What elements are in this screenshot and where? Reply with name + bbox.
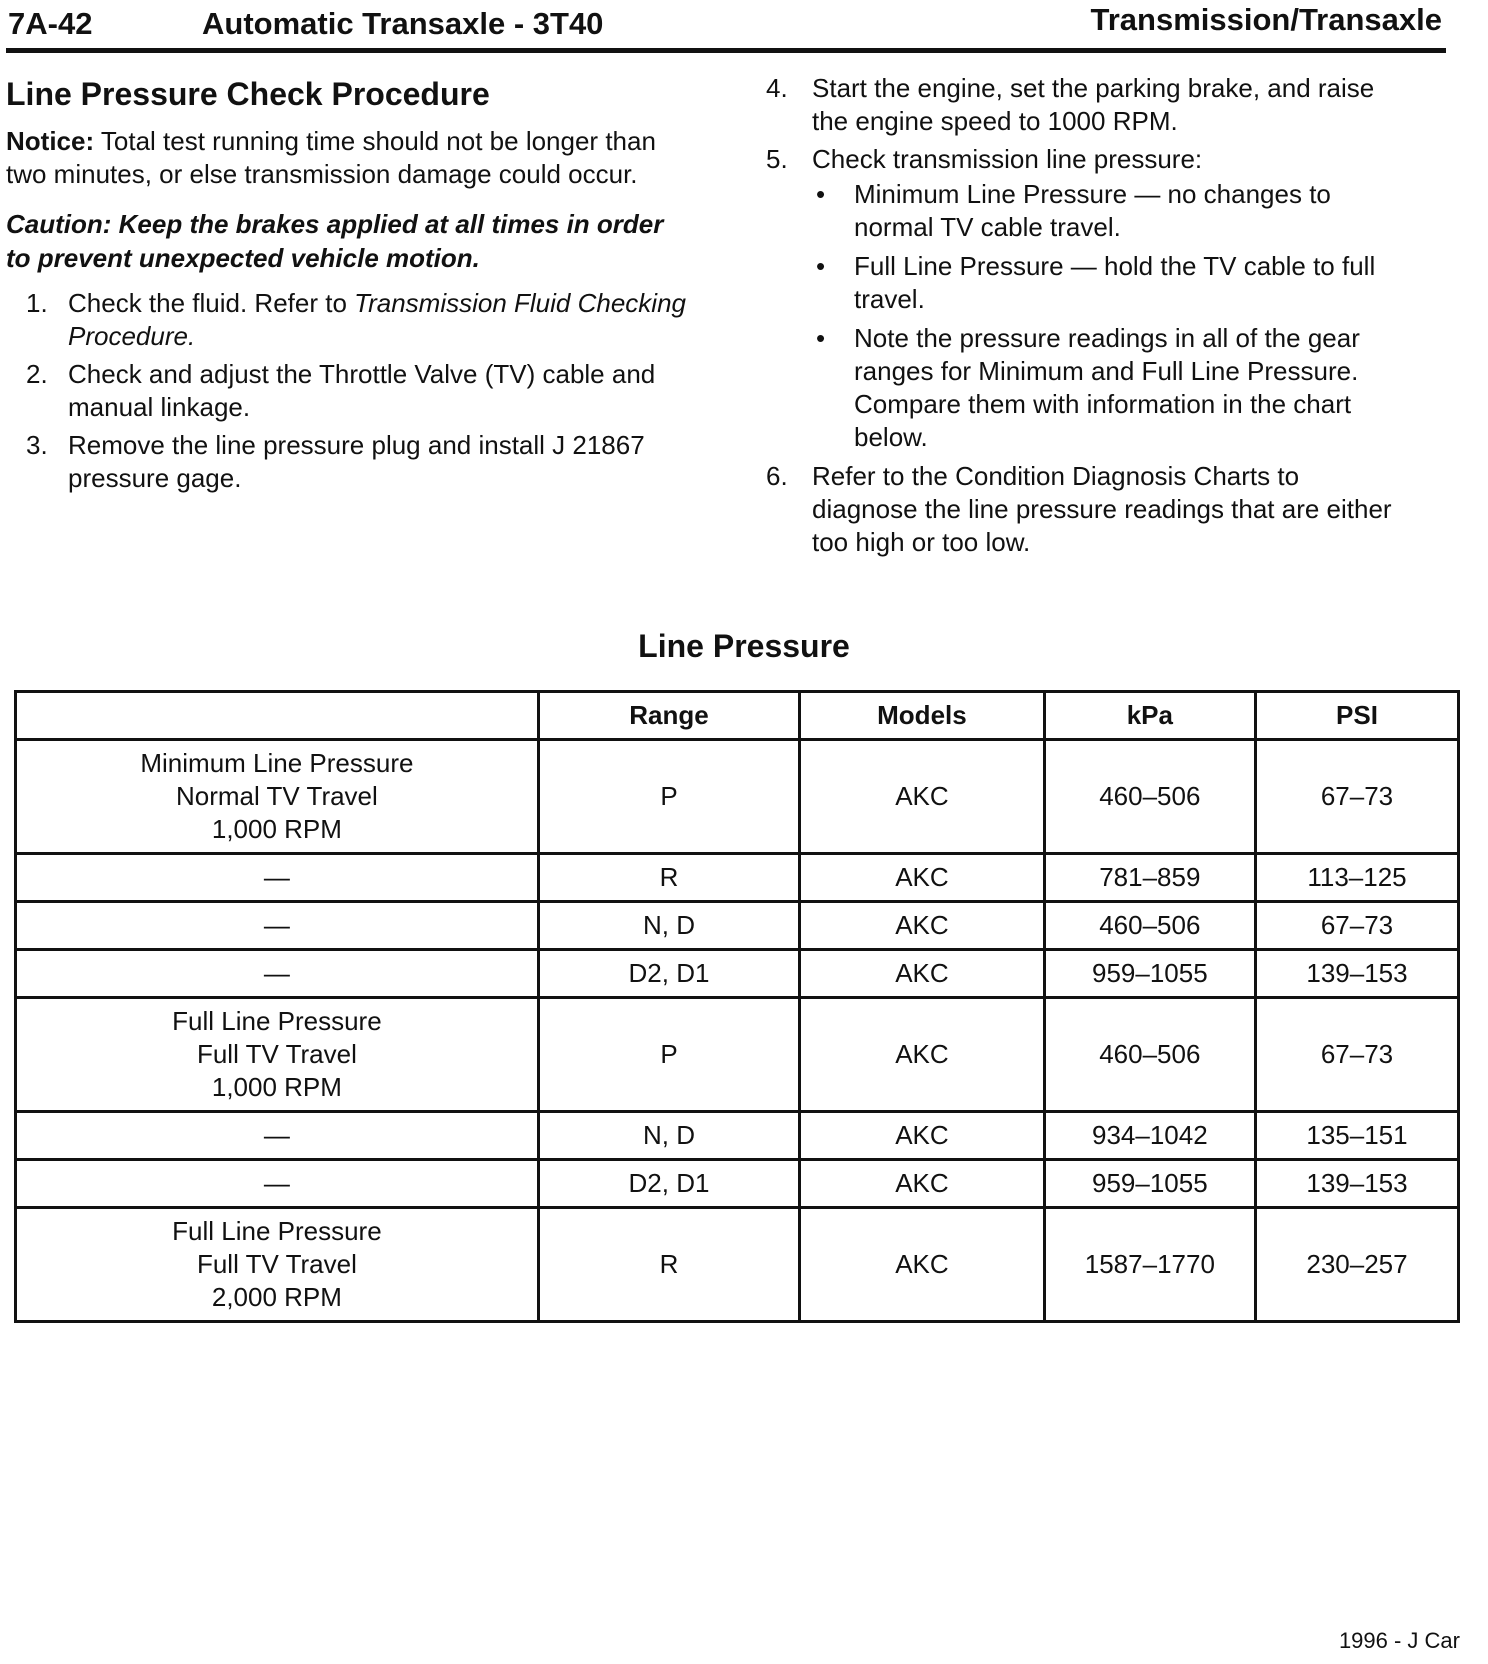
condition-line: Full TV Travel — [196, 1039, 357, 1069]
line-pressure-table — [14, 690, 1460, 1323]
psi-cell: 67–73 — [1255, 998, 1458, 1112]
step-text: Refer to the Condition Diagnosis Charts to diagnose the line pressure readings that are either too high or too low. — [812, 461, 1392, 557]
kpa-cell: 959–1055 — [1044, 1160, 1255, 1208]
bullet-icon: • — [816, 179, 826, 209]
model-cell: AKC — [800, 740, 1045, 854]
step-2 — [6, 358, 686, 424]
condition-line: — — [263, 958, 290, 988]
caution-text: Caution: Keep the brakes applied at all times in order to prevent unexpected vehicle motion. — [6, 209, 664, 273]
condition-cell — [16, 740, 539, 854]
psi-cell: 139–153 — [1255, 1160, 1458, 1208]
section-title: Transmission/Transaxle — [1090, 2, 1442, 37]
range-cell: R — [538, 854, 799, 902]
bullet-item — [812, 250, 1410, 316]
step-1 — [6, 287, 686, 353]
step-5 — [766, 143, 1410, 454]
step-text: Start the engine, set the parking brake, and raise the engine speed to 1000 RPM. — [812, 73, 1375, 136]
model-cell: AKC — [800, 1208, 1045, 1322]
range-cell: D2, D1 — [538, 1160, 799, 1208]
steps-list-left — [6, 287, 686, 495]
condition-cell — [16, 998, 539, 1112]
notice-label: Notice: — [6, 126, 95, 156]
psi-cell: 67–73 — [1255, 740, 1458, 854]
footer-text: 1996 - J Car — [1338, 1628, 1460, 1653]
step-number: 5. — [766, 144, 788, 174]
page-number: 7A-42 — [8, 6, 93, 41]
condition-line: Full TV Travel — [196, 1249, 357, 1279]
header-psi: PSI — [1255, 692, 1458, 740]
psi-cell: 135–151 — [1255, 1112, 1458, 1160]
left-column — [6, 76, 686, 500]
range-cell: N, D — [538, 902, 799, 950]
range-cell: R — [538, 1208, 799, 1322]
step-number: 6. — [766, 461, 788, 491]
psi-cell: 67–73 — [1255, 902, 1458, 950]
condition-line: — — [263, 862, 290, 892]
step-number: 2. — [26, 359, 48, 389]
step-number: 4. — [766, 73, 788, 103]
condition-line: 1,000 RPM — [211, 814, 342, 844]
bullet-list — [812, 178, 1410, 454]
kpa-cell: 959–1055 — [1044, 950, 1255, 998]
bullet-icon: • — [816, 251, 826, 281]
table-row — [16, 950, 1459, 998]
step-6 — [766, 460, 1410, 559]
condition-line: 2,000 RPM — [211, 1282, 342, 1312]
step-3 — [6, 429, 686, 495]
manual-title: Automatic Transaxle - 3T40 — [202, 6, 604, 41]
notice-paragraph — [6, 125, 686, 191]
condition-line: Full Line Pressure — [172, 1216, 382, 1246]
range-cell: P — [538, 740, 799, 854]
range-cell: P — [538, 998, 799, 1112]
bullet-item — [812, 178, 1410, 244]
step-4 — [766, 72, 1410, 138]
condition-cell — [16, 902, 539, 950]
procedure-heading: Line Pressure Check Procedure — [6, 76, 490, 112]
bullet-item — [812, 322, 1410, 454]
header-kpa: kPa — [1044, 692, 1255, 740]
header-condition — [16, 692, 539, 740]
table-row — [16, 902, 1459, 950]
table-row — [16, 740, 1459, 854]
table-row — [16, 854, 1459, 902]
right-column — [766, 72, 1410, 564]
range-cell: D2, D1 — [538, 950, 799, 998]
condition-line: Full Line Pressure — [172, 1006, 382, 1036]
model-cell: AKC — [800, 902, 1045, 950]
model-cell: AKC — [800, 1112, 1045, 1160]
condition-line: — — [263, 1168, 290, 1198]
range-cell: N, D — [538, 1112, 799, 1160]
model-cell: AKC — [800, 950, 1045, 998]
condition-cell — [16, 1160, 539, 1208]
step-text: Check and adjust the Throttle Valve (TV) cable and manual linkage. — [68, 359, 656, 422]
step-number: 1. — [26, 288, 48, 318]
kpa-cell: 460–506 — [1044, 740, 1255, 854]
step-text: Check the fluid. Refer to — [68, 288, 355, 318]
model-cell: AKC — [800, 998, 1045, 1112]
step-number: 3. — [26, 430, 48, 460]
kpa-cell: 934–1042 — [1044, 1112, 1255, 1160]
condition-line: — — [263, 1120, 290, 1150]
bullet-text: Note the pressure readings in all of the gear ranges for Minimum and Full Line Pressure. Compare them with information in the chart below. — [854, 323, 1360, 452]
condition-line: Minimum Line Pressure — [140, 748, 414, 778]
table-header-row — [16, 692, 1459, 740]
table-row — [16, 1208, 1459, 1322]
step-text: Check transmission line pressure: — [812, 144, 1203, 174]
bullet-icon: • — [816, 323, 826, 353]
steps-list-right — [766, 72, 1410, 559]
psi-cell: 113–125 — [1255, 854, 1458, 902]
kpa-cell: 1587–1770 — [1044, 1208, 1255, 1322]
condition-cell — [16, 1208, 539, 1322]
kpa-cell: 460–506 — [1044, 998, 1255, 1112]
condition-line: Normal TV Travel — [176, 781, 378, 811]
model-cell: AKC — [800, 1160, 1045, 1208]
page-header — [6, 0, 1446, 53]
condition-line: — — [263, 910, 290, 940]
psi-cell: 139–153 — [1255, 950, 1458, 998]
table-title: Line Pressure — [638, 628, 850, 664]
step-text: Remove the line pressure plug and install J 21867 pressure gage. — [68, 430, 645, 493]
table-body — [16, 740, 1459, 1322]
condition-cell — [16, 950, 539, 998]
condition-line: 1,000 RPM — [211, 1072, 342, 1102]
header-models: Models — [800, 692, 1045, 740]
bullet-text: Minimum Line Pressure — no changes to normal TV cable travel. — [854, 179, 1331, 242]
table-row — [16, 1160, 1459, 1208]
condition-cell — [16, 854, 539, 902]
table-row — [16, 998, 1459, 1112]
header-range: Range — [538, 692, 799, 740]
kpa-cell: 460–506 — [1044, 902, 1255, 950]
condition-cell — [16, 1112, 539, 1160]
psi-cell: 230–257 — [1255, 1208, 1458, 1322]
model-cell: AKC — [800, 854, 1045, 902]
kpa-cell: 781–859 — [1044, 854, 1255, 902]
step-reference: Transmission Fluid Checking Procedure. — [68, 288, 686, 351]
table-row — [16, 1112, 1459, 1160]
notice-text: Total test running time should not be longer than two minutes, or else transmission damage could occur. — [6, 126, 656, 189]
bullet-text: Full Line Pressure — hold the TV cable to full travel. — [854, 251, 1376, 314]
